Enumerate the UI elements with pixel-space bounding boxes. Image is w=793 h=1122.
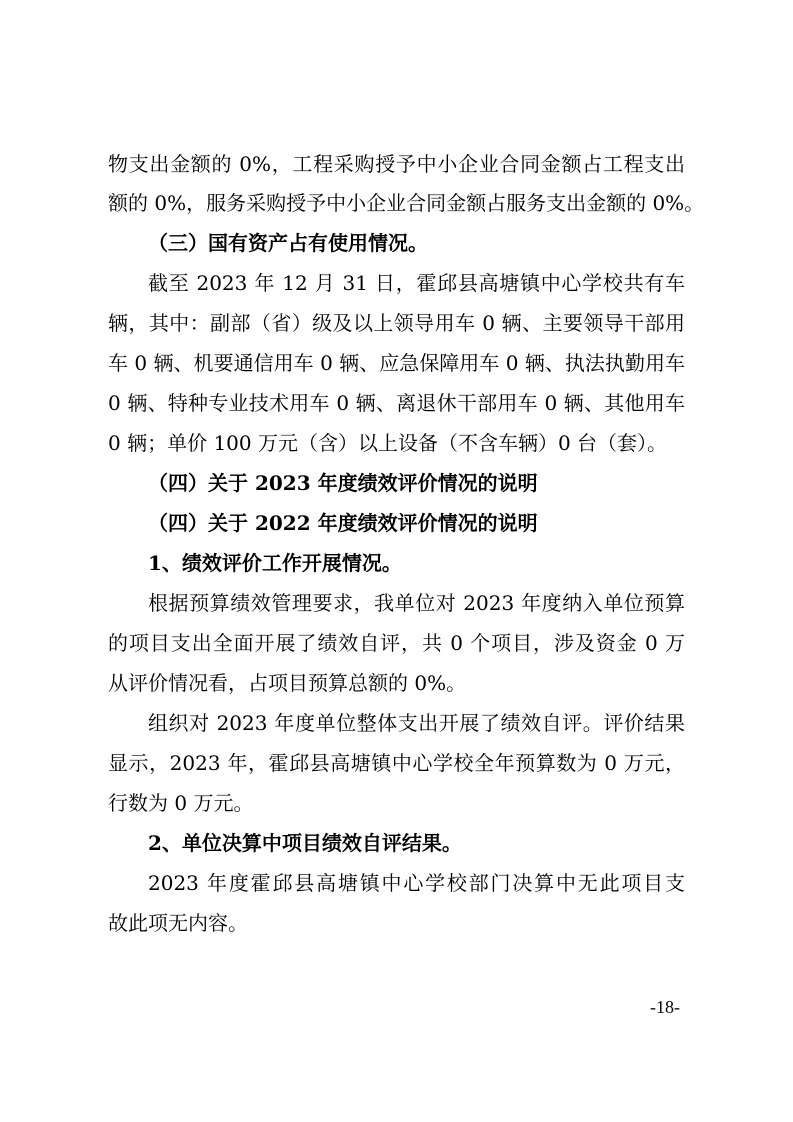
section-heading-4-2022: （四）关于 2022 年度绩效评价情况的说明 bbox=[148, 511, 538, 535]
body-text-line: 车 0 辆、机要通信用车 0 辆、应急保障用车 0 辆、执法执勤用车 bbox=[108, 351, 685, 375]
section-heading-3: （三）国有资产占有使用情况。 bbox=[148, 231, 428, 255]
page-number: -18- bbox=[650, 997, 680, 1017]
body-text-line: 截至 2023 年 12 月 31 日，霍邱县高塘镇中心学校共有车 bbox=[148, 271, 685, 295]
body-text-line: 额的 0%，服务采购授予中小企业合同金额占服务支出金额的 0%。 bbox=[108, 191, 705, 215]
body-text-line: 0 辆；单价 100 万元（含）以上设备（不含车辆）0 台（套）。 bbox=[108, 431, 668, 455]
body-text-line: 显示，2023 年，霍邱县高塘镇中心学校全年预算数为 0 万元， bbox=[108, 751, 685, 775]
section-heading-4-2023: （四）关于 2023 年度绩效评价情况的说明 bbox=[148, 471, 538, 495]
body-text-line: 辆，其中：副部（省）级及以上领导用车 0 辆、主要领导干部用 bbox=[108, 311, 685, 335]
body-text-line: 的项目支出全面开展了绩效自评，共 0 个项目，涉及资金 0 万 bbox=[108, 631, 685, 655]
body-text-line: 从评价情况看，占项目预算总额的 0%。 bbox=[108, 671, 467, 695]
body-text-line: 故此项无内容。 bbox=[108, 911, 248, 935]
body-text-line: 物支出金额的 0%，工程采购授予中小企业合同金额占工程支出 bbox=[108, 152, 685, 176]
body-text-line: 0 辆、特种专业技术用车 0 辆、离退休干部用车 0 辆、其他用车 bbox=[108, 391, 685, 415]
body-text-line: 行数为 0 万元。 bbox=[108, 791, 254, 815]
subheading-2: 2、单位决算中项目绩效自评结果。 bbox=[148, 831, 462, 855]
subheading-1: 1、绩效评价工作开展情况。 bbox=[148, 551, 402, 575]
body-text-line: 2023 年度霍邱县高塘镇中心学校部门决算中无此项目支 bbox=[148, 871, 685, 895]
body-text-line: 组织对 2023 年度单位整体支出开展了绩效自评。评价结果 bbox=[148, 711, 685, 735]
body-text-line: 根据预算绩效管理要求，我单位对 2023 年度纳入单位预算 bbox=[148, 591, 685, 615]
